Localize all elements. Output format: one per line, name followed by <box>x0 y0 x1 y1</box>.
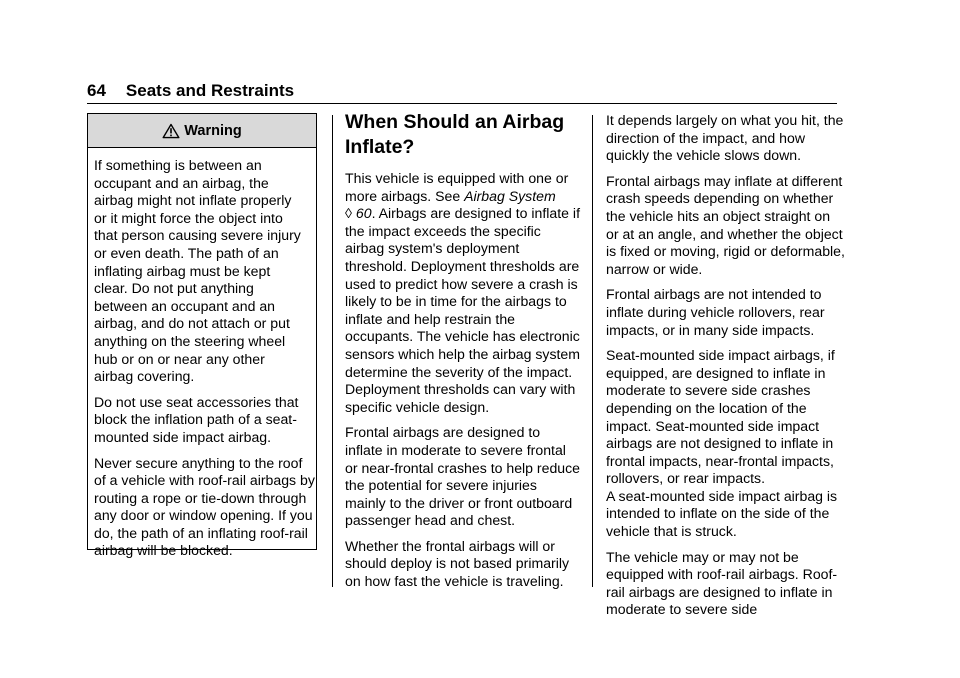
body-paragraph: The vehicle may or may not be equipped with roof-rail airbags. Roof-rail airbags are designed to inflate in moderate to severe side <box>606 548 838 618</box>
warning-paragraph: Do not use seat accessories that block the inflation path of a seat-mounted side impact airbag. <box>94 393 299 445</box>
warning-triangle-icon <box>162 123 180 139</box>
warning-box <box>87 113 317 559</box>
body-paragraph: It depends largely on what you hit, the direction of the impact, and how quickly the vehicle slows down. <box>606 112 844 164</box>
warning-body <box>88 148 316 560</box>
page-number: 64 <box>87 81 106 100</box>
paragraph-text: . Airbags are designed to inflate if the impact exceeds the specific airbag system's deployment threshold. Deployment thresholds are used to predict how severe a crash is likely to be in time for the airbags to inflate and help restrain the occupants. The vehicle has electronic sensors which help the airbag system determine the severity of the impact. Deployment thresholds can vary with specific vehicle design. <box>345 205 581 415</box>
section-title: Seats and Restraints <box>125 81 295 100</box>
airbag-system-link[interactable]: Airbag System <box>464 187 556 204</box>
heading-line-2: Inflate? <box>345 136 415 158</box>
section-heading <box>345 110 581 160</box>
warning-paragraph: If something is between an occupant and an airbag, the airbag might not inflate properly or it might force the object into that person causing severe injury or even death. The path of an inflating airbag must be kept clear. Do not put anything between an occupant and an airbag, and do not attach or put anything on the steering wheel hub or on or near any other airbag covering. <box>94 157 301 385</box>
body-paragraph <box>345 170 581 416</box>
page-header <box>87 80 837 102</box>
warning-paragraph: Never secure anything to the roof of a vehicle with roof-rail airbags by routing a rope or tie-down through any door or window opening. If you do, the path of an inflating roof-rail airbag will be blocked. <box>94 454 315 559</box>
paragraph-text: Seat-mounted side impact airbags, if equipped, are designed to inflate in moderate to severe side crashes depending on the location of the impact. Seat-mounted side impact airbags are not designed to inflate in frontal impacts, near-frontal impacts, rollovers, or rear impacts. <box>606 347 835 487</box>
heading-line-1: When Should an Airbag <box>345 111 565 133</box>
middle-column <box>345 110 581 599</box>
warning-title: Warning <box>184 122 242 139</box>
column-divider <box>592 115 593 587</box>
body-paragraph <box>606 347 846 541</box>
body-paragraph: Whether the frontal airbags will or should deploy is not based primarily on how fast the vehicle is traveling. <box>345 537 570 590</box>
warning-header <box>88 114 316 148</box>
body-paragraph: Frontal airbags may inflate at different crash speeds depending on whether the vehicle hits an object straight on or at an angle, and whether the object is fixed or moving, rigid or deformable, narrow or wide. <box>606 172 845 277</box>
column-divider <box>332 115 333 587</box>
body-paragraph: Frontal airbags are not intended to inflate during vehicle rollovers, rear impacts, or in many side impacts. <box>606 286 825 338</box>
page-ref-number[interactable]: 60 <box>355 205 372 222</box>
right-column <box>606 112 846 627</box>
paragraph-text: This vehicle is equipped with one or more airbags. See <box>345 170 569 204</box>
body-paragraph: Frontal airbags are designed to inflate in moderate to severe frontal or near-frontal crashes to help reduce the potential for severe injuries mainly to the driver or front outboard passenger head and chest. <box>345 424 581 529</box>
header-rule <box>87 103 837 104</box>
paragraph-text: A seat-mounted side impact airbag is intended to inflate on the side of the vehicle that is struck. <box>606 487 838 540</box>
page-ref-icon: ◊ <box>345 205 352 222</box>
